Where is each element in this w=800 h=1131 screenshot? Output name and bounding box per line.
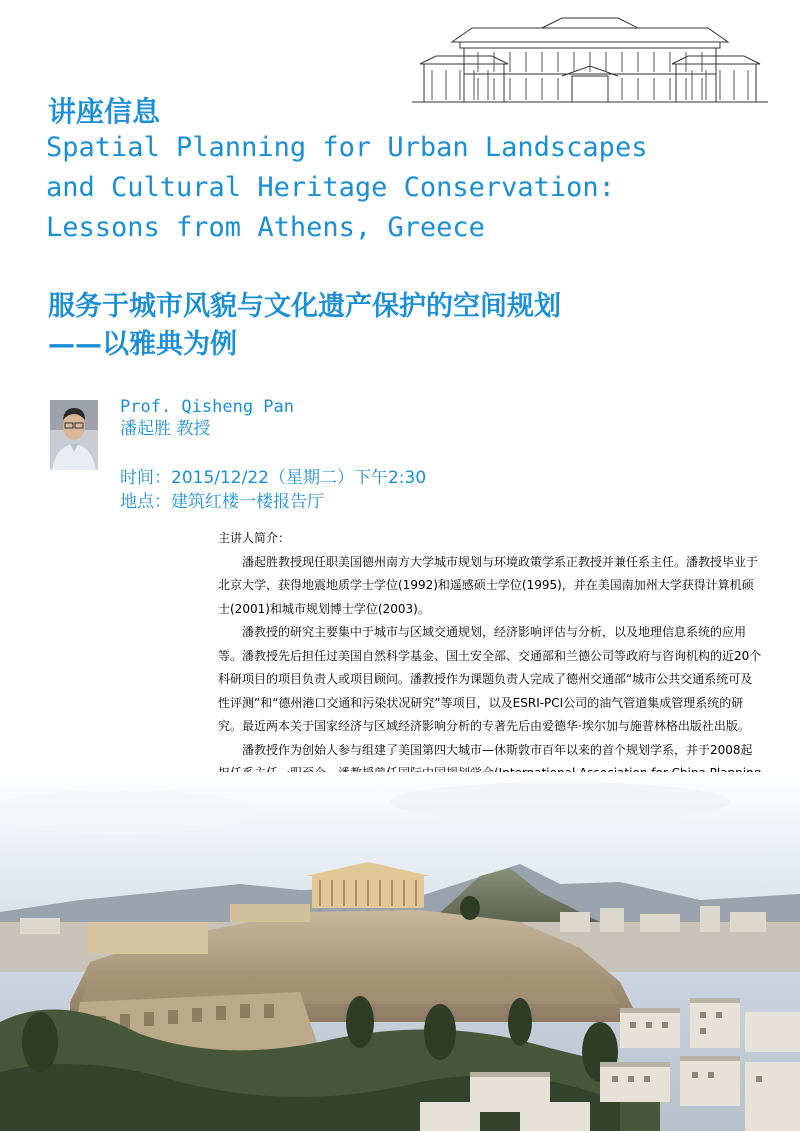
speaker-block [120,396,294,440]
building-drawing [412,14,768,106]
bio-paragraph-1: 潘起胜教授现任职美国德州南方大学城市规划与环境政策学系正教授并兼任系主任。潘教授毕业于北京大学，获得地震地质学士学位(1992)和遥感硕士学位(1995)，并在美国南加州大学获得计算机硕士(2001)和城市规划博士学位(2003)。 [218,554,759,616]
title-en-line-3: Lessons from Athens, Greece [46,212,485,243]
event-place: 地点：建筑红楼一楼报告厅 [120,492,324,512]
speaker-name-cn: 潘起胜 教授 [120,419,211,439]
bio-paragraph-3: 潘教授作为创始人参与组建了美国第四大城市—休斯敦市百年以来的首个规划学系，并于2008起 [242,742,753,757]
speaker-photo [50,400,98,470]
title-en-line-1: Spatial Planning for Urban Landscapes [46,132,648,163]
title-cn-line-1: 服务于城市风貌与文化遗产保护的空间规划 [48,291,561,322]
athens-landscape-image [0,772,800,1131]
event-time: 时间：2015/12/22（星期二）下午2:30 [120,468,427,488]
lecture-title-en [46,128,766,248]
title-en-line-2: and Cultural Heritage Conservation: [46,172,615,203]
title-cn-line-2: ——以雅典为例 [48,329,237,360]
lecture-title-cn [48,288,768,364]
lecture-info-label: 讲座信息 [48,95,161,128]
event-meta [120,466,426,514]
bio-paragraph-2: 潘教授的研究主要集中于城市与区域交通规划，经济影响评估与分析，以及地理信息系统的应用等。潘教授先后担任过美国自然科学基金、国土安全部、交通部和兰德公司等政府与咨询机构的近20个科研项目的项目负责人或项目顾问。潘教授作为课题负责人完成了德州交通部“城市公共交通系统可及性评测”和“德州港口交通和污染状况研究”等项目，以及ESRI-PCI公司的油气管道集成管理系统的研究。最近两本关于国家经济与区域经济影响分析的专著先后由爱德华·埃尔加与施普林格出版社出版。 [218,625,762,733]
speaker-name-en: Prof. Qisheng Pan [120,397,294,417]
speaker-bio [218,527,763,809]
bio-heading: 主讲人简介： [218,531,291,545]
